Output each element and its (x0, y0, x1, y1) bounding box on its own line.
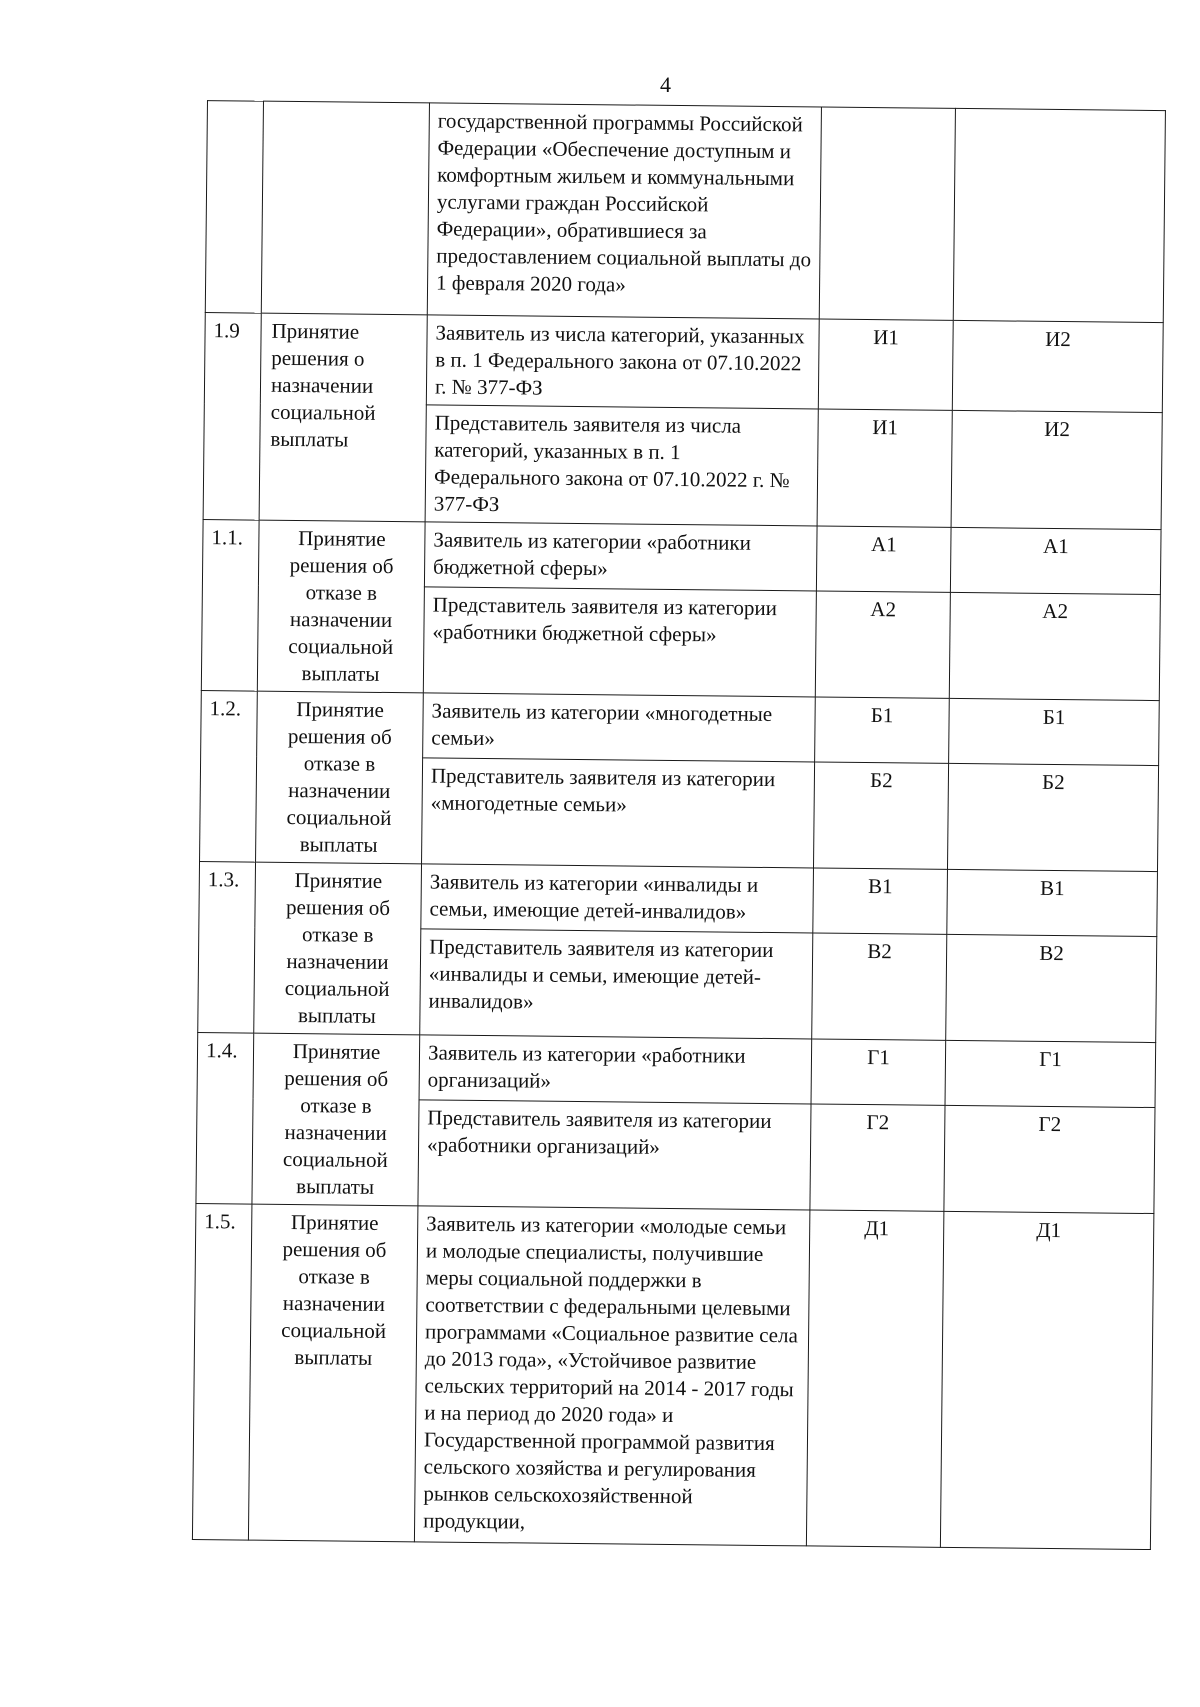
section-title: Принятие решения о назначении социальной выплаты (259, 313, 427, 522)
section-title: Принятие решения об отказе в назначении социальной выплаты (252, 1033, 420, 1206)
table-row (192, 1204, 1153, 1550)
section-title: Принятие решения об отказе в назначении социальной выплаты (256, 691, 424, 864)
row-code2: В1 (947, 869, 1158, 936)
row-code1: Г1 (811, 1039, 946, 1106)
row-code2: А1 (950, 527, 1161, 594)
row-code1: И1 (817, 409, 952, 527)
row-description: Заявитель из категории «молодые семьи и молодые специалисты, получившие меры социальной поддержки в соответствии с федеральными целевыми программами «Социальное развитие села до 2013 года», «Устойчивое развитие сельских территорий на 2014 - 2017 годы и на период до 2020 года» и Государственной программой развития сельского хозяйства и регулирования рынков сельскохозяйственной продукции, (414, 1206, 809, 1546)
section-number: 1.2. (200, 691, 258, 863)
row-description: Заявитель из категории «работники бюджетной сферы» (424, 522, 817, 591)
row-code2: И2 (951, 410, 1162, 529)
table-row (201, 691, 1160, 766)
section-title: Принятие решения об отказе в назначении социальной выплаты (248, 1204, 418, 1542)
row-code1: Б2 (813, 762, 948, 869)
section-number: 1.4. (196, 1033, 254, 1205)
section-number: 1.9 (203, 313, 261, 521)
table-row (205, 101, 1165, 323)
row-description: Заявитель из категории «работники организаций» (419, 1035, 812, 1104)
page-number: 4 (660, 72, 671, 97)
table-row (197, 1033, 1156, 1108)
table-row (204, 313, 1163, 413)
row-description: Представитель заявителя из категории «многодетные семьи» (422, 758, 815, 868)
row-code1: Б1 (815, 697, 950, 764)
row-description: Представитель заявителя из категории «инвалиды и семьи, имеющие детей-инвалидов» (420, 929, 813, 1039)
row-description: Заявитель из категории «многодетные семьи» (423, 693, 816, 762)
table-row (199, 862, 1158, 937)
row-code1: Д1 (806, 1210, 944, 1547)
row-description: Заявитель из числа категорий, указанных в п. 1 Федерального закона от 07.10.2022 г. № 377-ФЗ (426, 315, 819, 409)
code1-cell (819, 107, 955, 320)
row-code1: А2 (815, 591, 950, 698)
section-title: Принятие решения об отказе в назначении социальной выплаты (254, 862, 422, 1035)
row-description: Представитель заявителя из категории «работники организаций» (418, 1100, 811, 1210)
section-title: Принятие решения об отказе в назначении социальной выплаты (257, 520, 425, 693)
row-code2: Д1 (940, 1211, 1154, 1549)
description-cell: государственной программы Российской Федерации «Обеспечение доступным и комфортным жильем и коммунальными услугами граждан Российской Федерации», обратившиеся за предоставлением социальной выплаты до 1 февраля 2020 года» (427, 103, 821, 319)
row-code1: И1 (818, 319, 953, 410)
section-number: 1.1. (201, 520, 259, 692)
row-code1: Г2 (810, 1104, 945, 1211)
row-code1: А1 (816, 526, 951, 593)
table-row (202, 520, 1161, 595)
code2-cell (953, 108, 1165, 322)
section-number: 1.3. (198, 862, 256, 1034)
row-code1: В2 (812, 933, 947, 1040)
row-code2: Б2 (947, 764, 1158, 872)
row-description: Представитель заявителя из числа категорий, указанных в п. 1 Федерального закона от 07.10.2022 г. № 377-ФЗ (425, 405, 818, 526)
row-description: Заявитель из категории «инвалиды и семьи, имеющие детей-инвалидов» (421, 864, 814, 933)
number-cell (205, 101, 263, 314)
row-code2: Г1 (945, 1040, 1156, 1107)
row-code2: И2 (952, 320, 1163, 412)
document-table (192, 100, 1166, 1550)
title-cell (261, 101, 429, 315)
row-description: Представитель заявителя из категории «работники бюджетной сферы» (423, 587, 816, 697)
section-number: 1.5. (192, 1204, 252, 1541)
row-code2: В2 (946, 935, 1157, 1043)
row-code1: В1 (813, 868, 948, 935)
row-code2: А2 (949, 593, 1160, 701)
row-code2: Б1 (949, 698, 1160, 765)
row-code2: Г2 (944, 1106, 1155, 1214)
